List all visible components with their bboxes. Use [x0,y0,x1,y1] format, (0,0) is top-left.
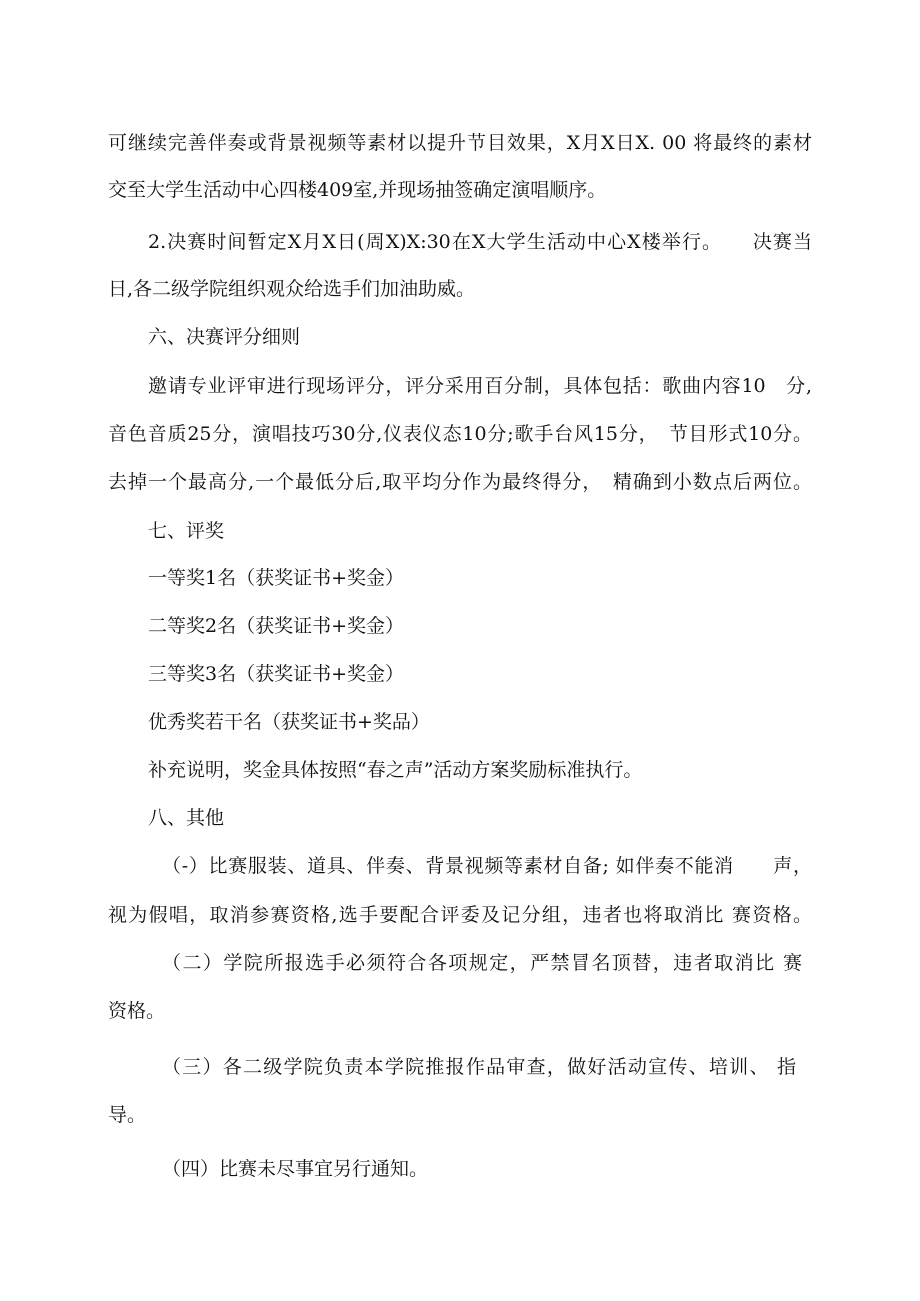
section-heading: 七、评奖 [148,520,225,542]
paragraph-line: 导。 [108,1104,147,1126]
list-item: 一等奖1名（获奖证书+奖金） [148,567,405,589]
paragraph-line: 交至大学生活动中心四楼409室,并现场抽签确定演唱顺序。 [108,179,607,201]
paragraph-line: 资格。 [108,1000,166,1022]
paragraph-line: （-）比赛服装、道具、伴奏、背景视频等素材自备; 如伴奏不能消 声， [162,855,812,877]
paragraph-line: 去掉一个最高分,一个最低分后,取平均分作为最终得分， 精确到小数点后两位。 [108,471,812,493]
paragraph-line: （二）学院所报选手必须符合各项规定，严禁冒名顶替，违者取消比 赛 [162,952,802,974]
paragraph-line: （三）各二级学院负责本学院推报作品审查，做好活动宣传、培训、 指 [162,1056,796,1078]
paragraph-line: 补充说明，奖金具体按照“春之声”活动方案奖励标准执行。 [148,759,643,781]
list-item: 二等奖2名（获奖证书+奖金） [148,615,405,637]
paragraph-line: 日,各二级学院组织观众给选手们加油助威。 [108,278,476,300]
list-item: 三等奖3名（获奖证书+奖金） [148,663,405,685]
paragraph-line: 音色音质25分，演唱技巧30分,仪表仪态10分;歌手台风15分， 节目形式10分。 [108,423,812,445]
section-heading: 六、决赛评分细则 [148,326,301,348]
list-item: 优秀奖若干名（获奖证书+奖品） [148,711,430,733]
paragraph-line: 2.决赛时间暂定X月X日(周X)X:30在X大学生活动中心X楼举行。 决赛当 [148,231,812,253]
section-heading: 八、其他 [148,807,225,829]
paragraph-line: 可继续完善伴奏或背景视频等素材以提升节目效果，X月X日X. 00 将最终的素材 [108,132,812,154]
paragraph-line: 邀请专业评审进行现场评分，评分采用百分制，具体包括：歌曲内容10 分, [148,375,812,397]
paragraph-line: （四）比赛未尽事宜另行通知。 [162,1158,429,1180]
paragraph-line: 视为假唱，取消参赛资格,选手要配合评委及记分组，违者也将取消比 赛资格。 [108,904,812,926]
